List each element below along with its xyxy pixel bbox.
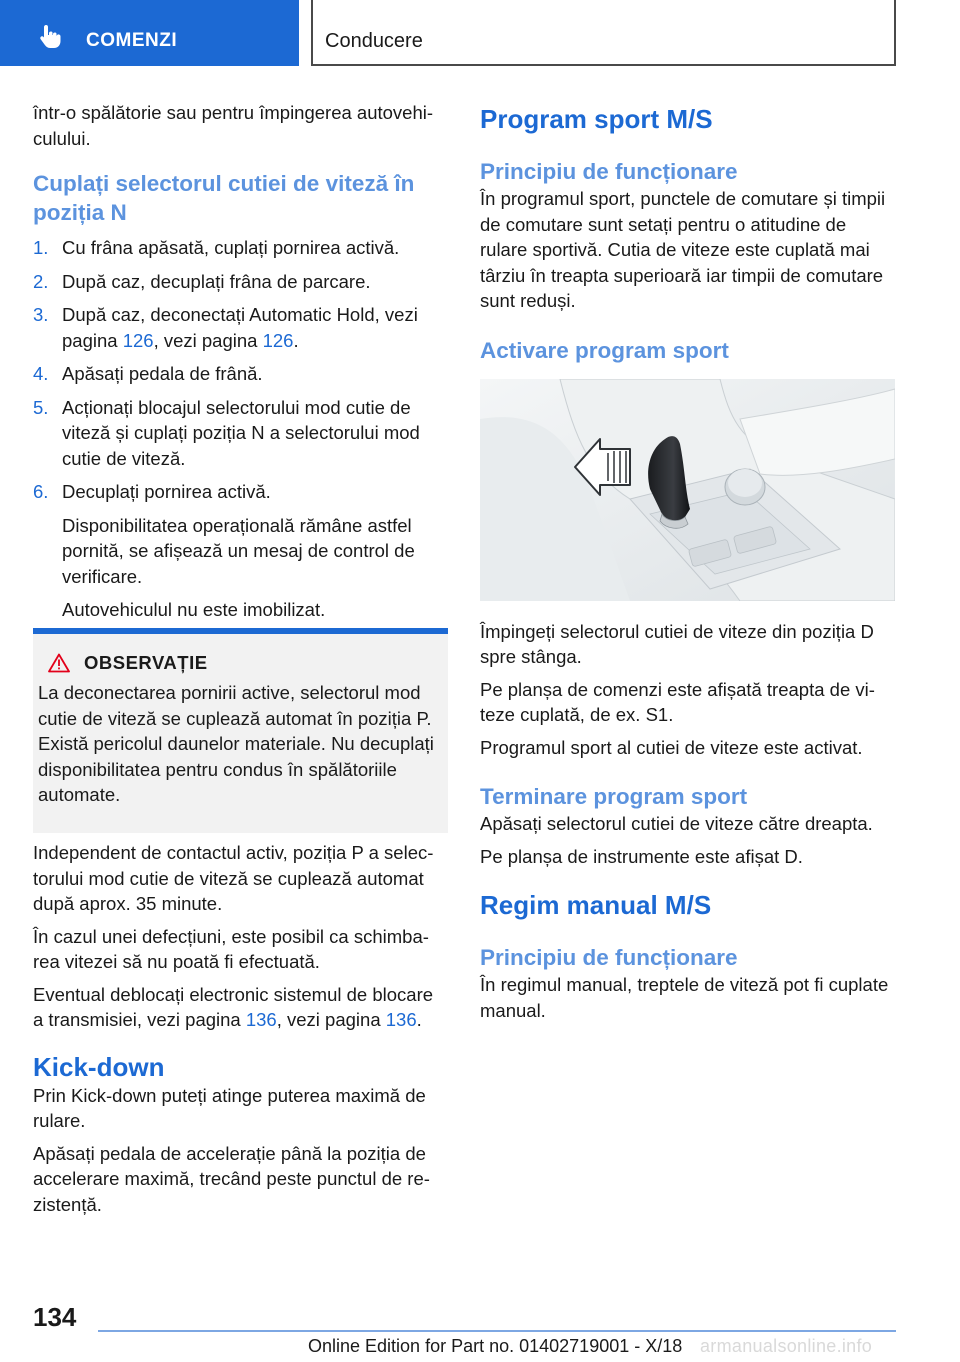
paragraph: În cazul unei defecțiuni, este posibil ca schimbarea vitezei să nu poată fi efectuată. xyxy=(33,925,429,972)
step-item: 5. Acționați blocajul selectorului mod cutie de viteză și cuplați poziția N a selectorului mod cutie de viteză. xyxy=(33,396,420,469)
chapter-title: Conducere xyxy=(325,30,423,52)
paragraph: Pe planșa de instrumente este afișat D. xyxy=(480,845,803,867)
paragraph: Independent de contactul activ, poziția P a selectorului mod cutie de viteză se cuplează automat după aprox. 35 minute. xyxy=(33,842,434,914)
notice-box xyxy=(33,628,448,833)
page-number: 134 xyxy=(33,1302,77,1332)
paragraph: Apăsați pedala de accelerație până la poziția de accelerare maximă, trecând peste punctul de rezistență. xyxy=(33,1142,430,1215)
notice-heading: OBSERVAȚIE xyxy=(84,652,208,673)
chapter-header xyxy=(311,0,896,66)
intro-text: într-o spălătorie sau pentru împingerea autovehiculului. xyxy=(33,102,434,149)
notice-title xyxy=(48,652,438,674)
edition-text: Online Edition for Part no. 01402719001 - X/18 xyxy=(308,1336,683,1356)
hand-pointer-icon xyxy=(38,23,64,49)
principle-heading: Principiu de funcționare xyxy=(480,159,738,184)
step-item: 1. Cu frâna apăsată, cuplați pornirea activă. xyxy=(33,237,400,258)
neutral-heading: Cuplați selectorul cutiei de viteză în poziția N xyxy=(33,171,415,225)
paragraph: Împingeți selectorul cutiei de viteze din poziția D spre stânga. xyxy=(480,620,874,667)
paragraph: Apăsați selectorul cutiei de viteze către dreapta. xyxy=(480,813,873,834)
page-link[interactable]: 126 xyxy=(262,329,294,351)
steps-list xyxy=(33,235,448,623)
step-item: 4. Apăsați pedala de frână. xyxy=(33,363,263,384)
paragraph: Pe planșa de comenzi este afișată treapta de viteze cuplată, de ex. S1. xyxy=(480,678,875,725)
kickdown-heading: Kick-down xyxy=(33,1051,165,1082)
paragraph: Eventual deblocați electronic sistemul de blocare a transmisiei, vezi pagina 136, vezi pagina 136. xyxy=(33,983,434,1030)
warning-triangle-icon xyxy=(48,653,70,673)
activate-heading: Activare program sport xyxy=(480,337,729,363)
paragraph: În programul sport, punctele de comutare și timpii de comutare sunt setați pentru o atitudine de rulare sportivă. Cutia de viteze este cuplată mai târziu în treapta superioară iar timpii de comutare sunt reduși. xyxy=(480,188,886,311)
section-tab-label: COMENZI xyxy=(86,30,178,51)
page-link[interactable]: 136 xyxy=(385,1009,417,1030)
watermark-text: armanualsonline.info xyxy=(700,1336,873,1356)
step-subtext: Disponibilitatea operațională rămâne astfel pornită, se afișează un mesaj de control de verificare. xyxy=(62,514,415,587)
step-item: 3. După caz, deconectați Automatic Hold, vezi pagina 126, vezi pagina 126. xyxy=(33,304,418,351)
paragraph: În regimul manual, treptele de viteză pot fi cuplate manual. xyxy=(480,974,889,1021)
end-heading: Terminare program sport xyxy=(480,784,748,809)
left-column xyxy=(33,100,448,631)
gear-selector-photo xyxy=(480,379,895,601)
manual-heading: Regim manual M/S xyxy=(480,890,712,920)
section-tab[interactable] xyxy=(0,0,299,66)
page-link[interactable]: 126 xyxy=(122,329,154,351)
footer-divider xyxy=(98,1330,896,1332)
step-item: 2. După caz, decuplați frâna de parcare. xyxy=(33,270,371,292)
paragraph: Prin Kick-down puteți atinge puterea maximă de rulare. xyxy=(33,1084,426,1131)
step-subtext: Autovehiculul nu este imobilizat. xyxy=(62,599,326,620)
right-column xyxy=(480,100,895,1030)
sport-heading: Program sport M/S xyxy=(480,104,713,134)
step-item: 6. Decuplați pornirea activă. Disponibilitatea operațională rămâne astfel pornită, se afișează un mesaj de control de verificare. Autovehiculul nu este imobilizat. xyxy=(33,479,448,623)
left-column-lower xyxy=(33,840,448,1224)
page-link[interactable]: 136 xyxy=(245,1009,277,1030)
paragraph: Programul sport al cutiei de viteze este activat. xyxy=(480,736,863,758)
manual-principle-heading: Principiu de funcționare xyxy=(480,945,738,970)
notice-text: La deconectarea pornirii active, selectorul mod cutie de viteză se cuplează automat în poziția P. Există pericolul daunelor materiale. Nu decuplați disponibilitatea pentru condus în spălătoriile automate. xyxy=(38,682,434,805)
